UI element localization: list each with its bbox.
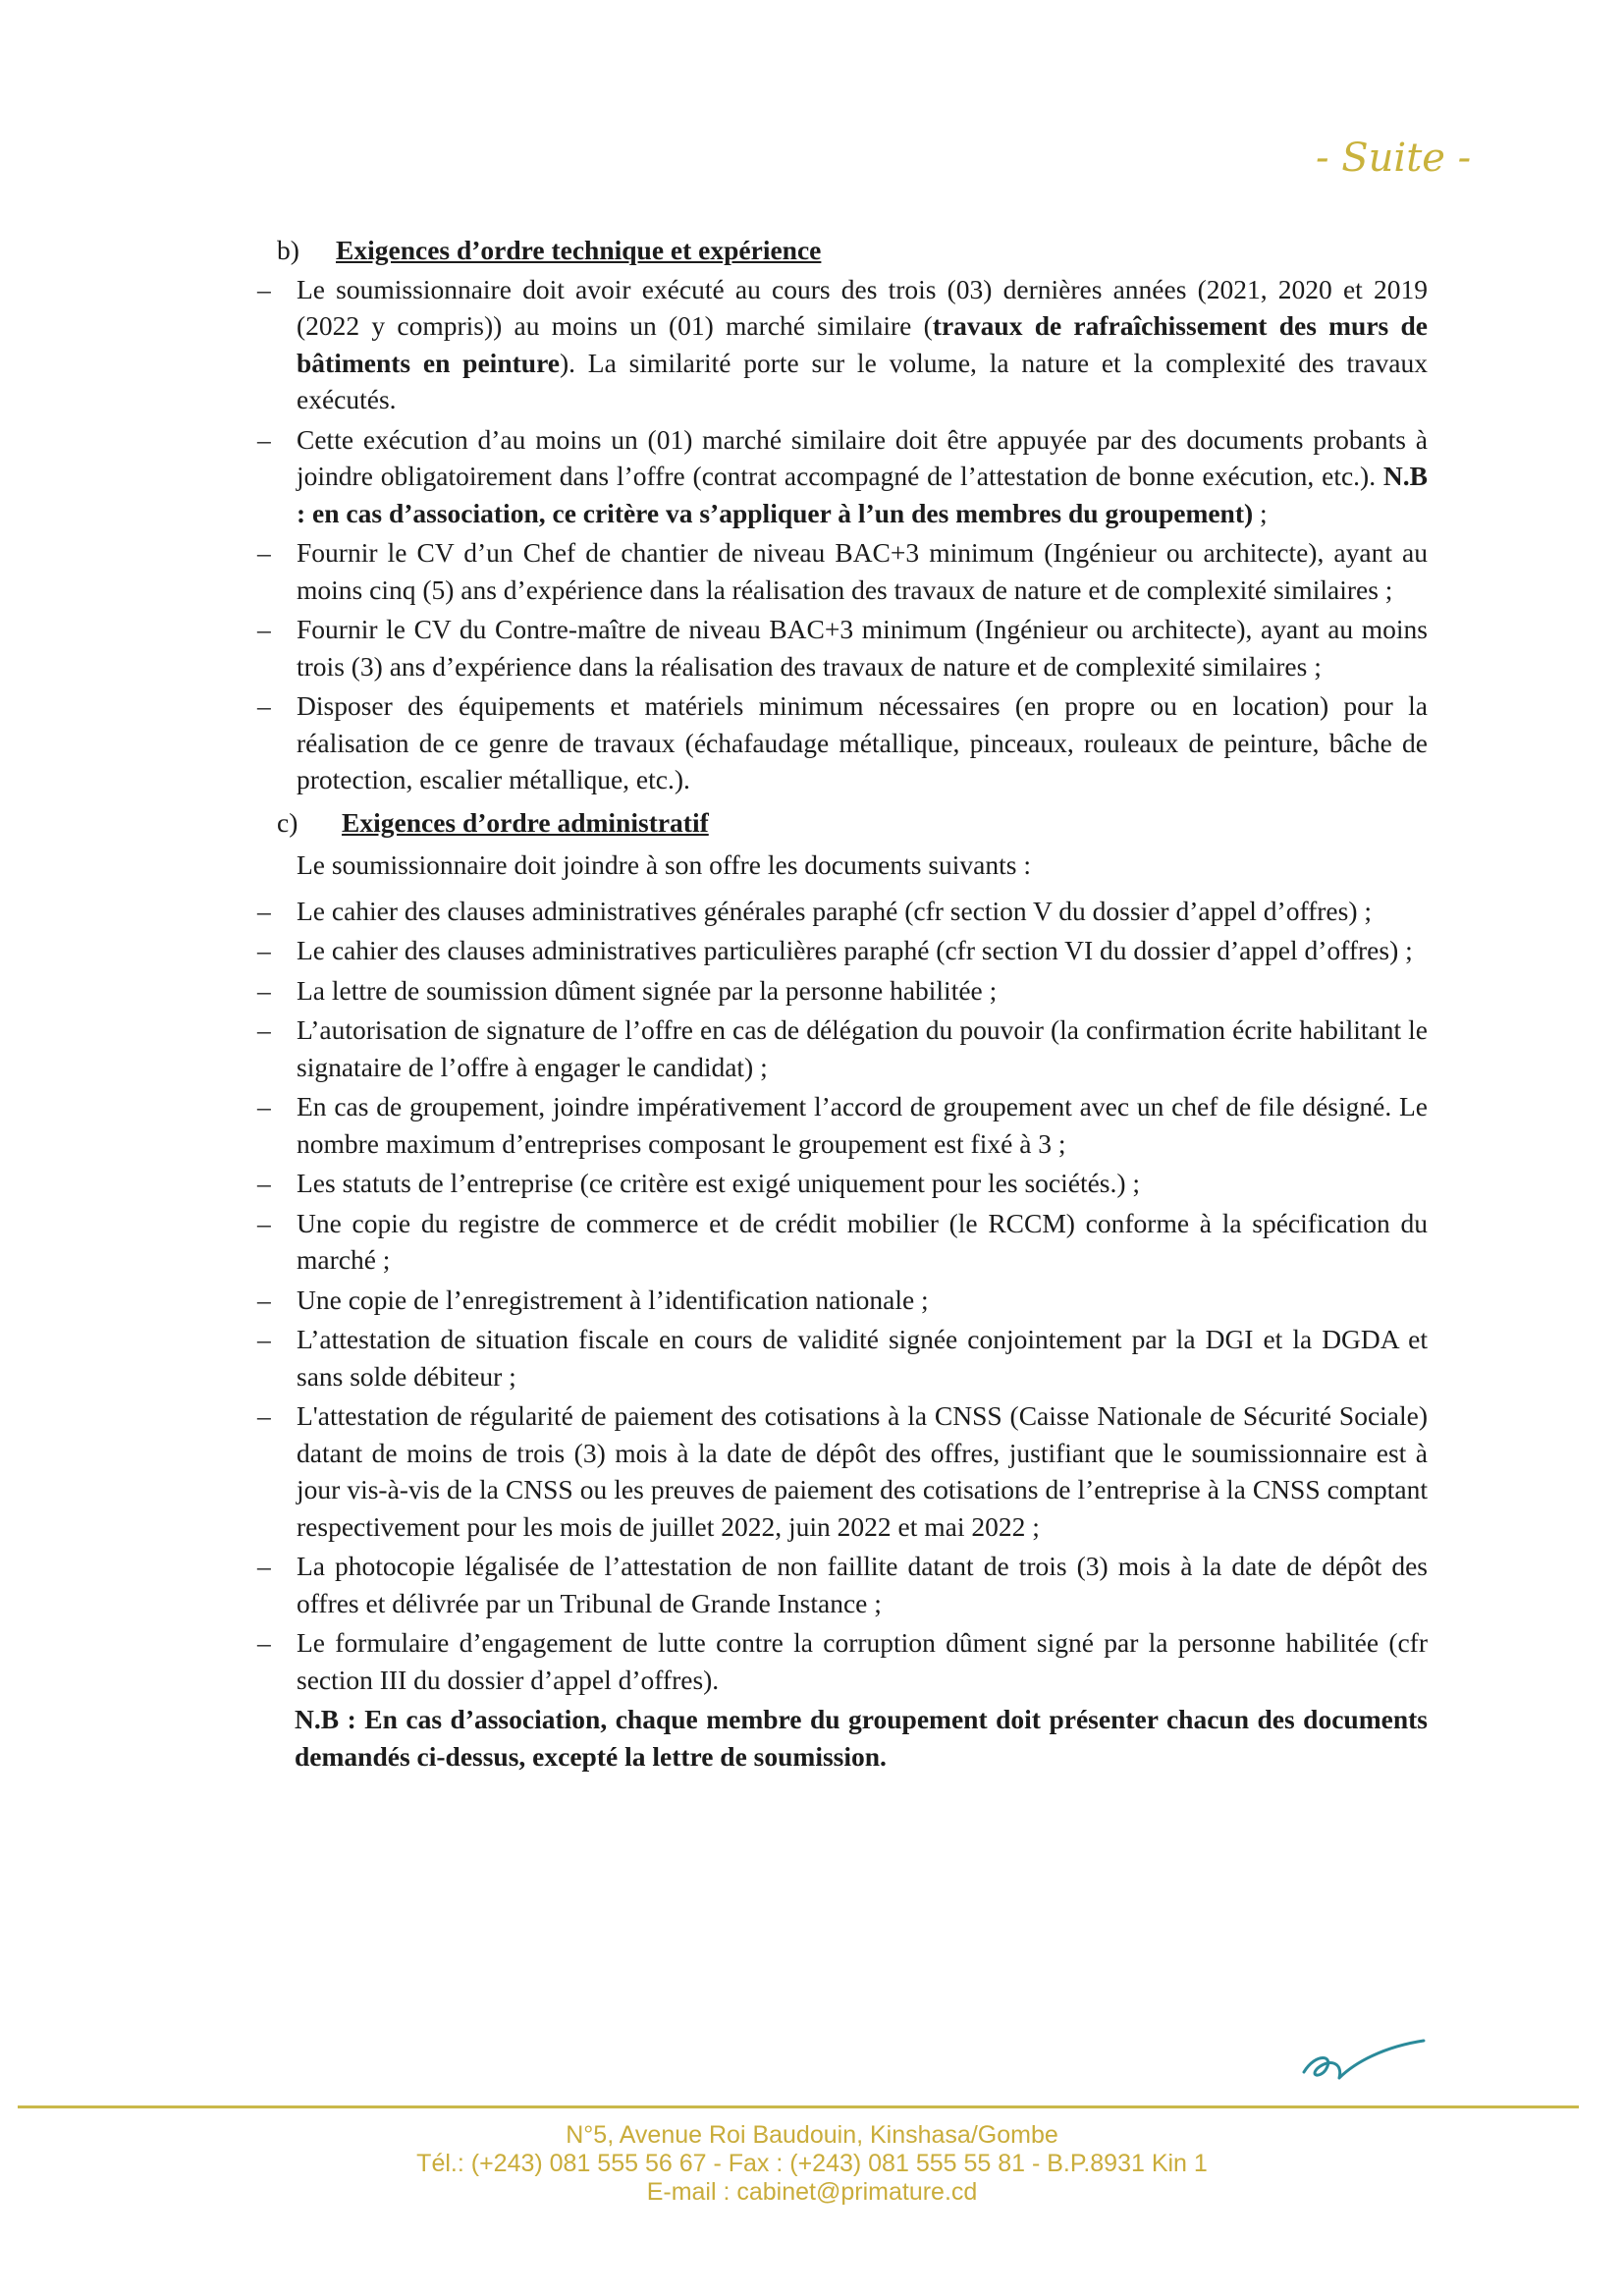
- list-item: [257, 1011, 1428, 1085]
- dash-bullet: –: [257, 690, 271, 721]
- item-text: Le cahier des clauses administratives particulières paraphé (cfr section VI du dossier d’appel d’offres) ;: [297, 935, 1413, 965]
- section-c-intro: Le soumissionnaire doit joindre à son offre les documents suivants :: [297, 849, 1031, 880]
- item-text: Une copie du registre de commerce et de crédit mobilier (le RCCM) conforme à la spécification du marché ;: [297, 1207, 1428, 1275]
- list-item: [257, 932, 1428, 969]
- list-item: [257, 893, 1428, 930]
- list-item: [257, 1165, 1428, 1202]
- dash-bullet: –: [257, 1627, 271, 1658]
- item-text: La photocopie légalisée de l’attestation de non faillite datant de trois (3) mois à la date de dépôt des offres et délivrée par un Tribunal de Grande Instance ;: [297, 1551, 1428, 1618]
- section-letter: c): [277, 806, 298, 838]
- item-text: Le soumissionnaire doit avoir exécuté au cours des trois (03) dernières années (2021, 2020 et 2019 (2022 y compris)) au moins un (01) marché similaire (: [297, 273, 1428, 341]
- item-text: ;: [1253, 497, 1268, 528]
- nb-note: N.B : En cas d’association, chaque membre du groupement doit présenter chacun des documents demandés ci-dessus, excepté la lettre de soumission.: [295, 1704, 1428, 1772]
- item-text: Fournir le CV d’un Chef de chantier de niveau BAC+3 minimum (Ingénieur ou architecte), ayant au moins cinq (5) ans d’expérience dans la réalisation des travaux de nature et de complexité similaires ;: [297, 537, 1428, 605]
- item-text: travaux de rafraîchissement des murs de bâtiments en peinture: [297, 310, 1428, 378]
- footer: [0, 2121, 1624, 2207]
- section-c-heading: [277, 804, 1428, 842]
- list-item: [257, 1624, 1428, 1698]
- item-text: Le formulaire d’engagement de lutte contre la corruption dûment signé par la personne habilitée (cfr section III du dossier d’appel d’offres).: [297, 1627, 1428, 1695]
- item-text: ). La similarité porte sur le volume, la nature et la complexité des travaux exécutés.: [297, 347, 1428, 414]
- item-text: La lettre de soumission dûment signée par la personne habilitée ;: [297, 974, 998, 1006]
- item-text: N.B : en cas d’association, ce critère va s’appliquer à l’un des membres du groupement): [297, 461, 1428, 528]
- item-text: Le cahier des clauses administratives générales paraphé (cfr section V du dossier d’appel d’offres) ;: [297, 895, 1373, 926]
- list-item: [257, 1282, 1428, 1319]
- item-text: Disposer des équipements et matériels minimum nécessaires (en propre ou en location) pour la réalisation de ce genre de travaux (échafaudage métallique, pinceaux, rouleaux de peinture, bâche de protection, escalier métallique, etc.).: [297, 690, 1428, 794]
- dash-bullet: –: [257, 935, 271, 965]
- dash-bullet: –: [257, 1091, 271, 1121]
- item-text: L’autorisation de signature de l’offre en cas de délégation du pouvoir (la confirmation écrite habilitant le signataire de l’offre à engager le candidat) ;: [297, 1014, 1428, 1082]
- list-item: [257, 1548, 1428, 1621]
- item-text: L’attestation de situation fiscale en cours de validité signée conjointement par la DGI et la DGDA et sans solde débiteur ;: [297, 1324, 1428, 1392]
- dash-bullet: –: [257, 1014, 271, 1045]
- section-letter: b): [277, 235, 299, 265]
- list-item: [257, 972, 1428, 1010]
- signature-initials: [1296, 2033, 1434, 2092]
- list-item: [257, 1321, 1428, 1394]
- list-item: [257, 534, 1428, 608]
- section-c-list: [257, 893, 1428, 1699]
- dash-bullet: –: [257, 1400, 271, 1431]
- list-item: [257, 611, 1428, 684]
- section-b-list: [257, 271, 1428, 798]
- item-text: L'attestation de régularité de paiement des cotisations à la CNSS (Caisse Nationale de Sécurité Sociale) datant de moins de trois (3) mois à la date de dépôt des offres, justifiant que le soumissionnaire est à jour vis-à-vis de la CNSS ou les preuves de paiement des cotisations de l’entreprise à la CNSS comptant respectivement pour les mois de juillet 2022, juin 2022 et mai 2022 ;: [297, 1400, 1428, 1542]
- dash-bullet: –: [257, 1207, 271, 1238]
- item-text: Cette exécution d’au moins un (01) marché similaire doit être appuyée par des documents probants à joindre obligatoirement dans l’offre (contrat accompagné de l’attestation de bonne exécution, etc.).: [297, 423, 1428, 491]
- dash-bullet: –: [257, 1324, 271, 1354]
- dash-bullet: –: [257, 1551, 271, 1581]
- dash-bullet: –: [257, 895, 271, 926]
- item-text: En cas de groupement, joindre impérativement l’accord de groupement avec un chef de file désigné. Le nombre maximum d’entreprises composant le groupement est fixé à 3 ;: [297, 1091, 1428, 1159]
- dash-bullet: –: [257, 974, 271, 1006]
- footer-phone: Tél.: (+243) 081 555 56 67 - Fax : (+243) 081 555 55 81 - B.P.8931 Kin 1: [416, 2150, 1208, 2177]
- item-text: Les statuts de l’entreprise (ce critère est exigé uniquement pour les sociétés.) ;: [297, 1168, 1141, 1198]
- list-item: [257, 271, 1428, 418]
- list-item: [257, 1088, 1428, 1162]
- footer-address: N°5, Avenue Roi Baudouin, Kinshasa/Gombe: [566, 2121, 1058, 2149]
- dash-bullet: –: [257, 1168, 271, 1198]
- list-item: [257, 1205, 1428, 1279]
- footer-divider: [18, 2105, 1579, 2108]
- dash-bullet: –: [257, 537, 271, 568]
- list-item: [257, 1397, 1428, 1545]
- item-text: Une copie de l’enregistrement à l’identification nationale ;: [297, 1284, 929, 1315]
- footer-email: E-mail : cabinet@primature.cd: [646, 2178, 978, 2206]
- dash-bullet: –: [257, 614, 271, 644]
- dash-bullet: –: [257, 423, 271, 455]
- dash-bullet: –: [257, 1284, 271, 1315]
- dash-bullet: –: [257, 273, 271, 304]
- section-b-heading: [277, 232, 1428, 269]
- list-item: [257, 687, 1428, 798]
- section-title: Exigences d’ordre technique et expérience: [336, 235, 822, 265]
- section-title: Exigences d’ordre administratif: [342, 806, 709, 838]
- suite-mark: - Suite -: [1316, 136, 1472, 181]
- document-body: [257, 232, 1428, 1775]
- list-item: [257, 421, 1428, 532]
- item-text: Fournir le CV du Contre-maître de niveau BAC+3 minimum (Ingénieur ou architecte), ayant au moins trois (3) ans d’expérience dans la réalisation des travaux de nature et de complexité similaires ;: [297, 614, 1428, 682]
